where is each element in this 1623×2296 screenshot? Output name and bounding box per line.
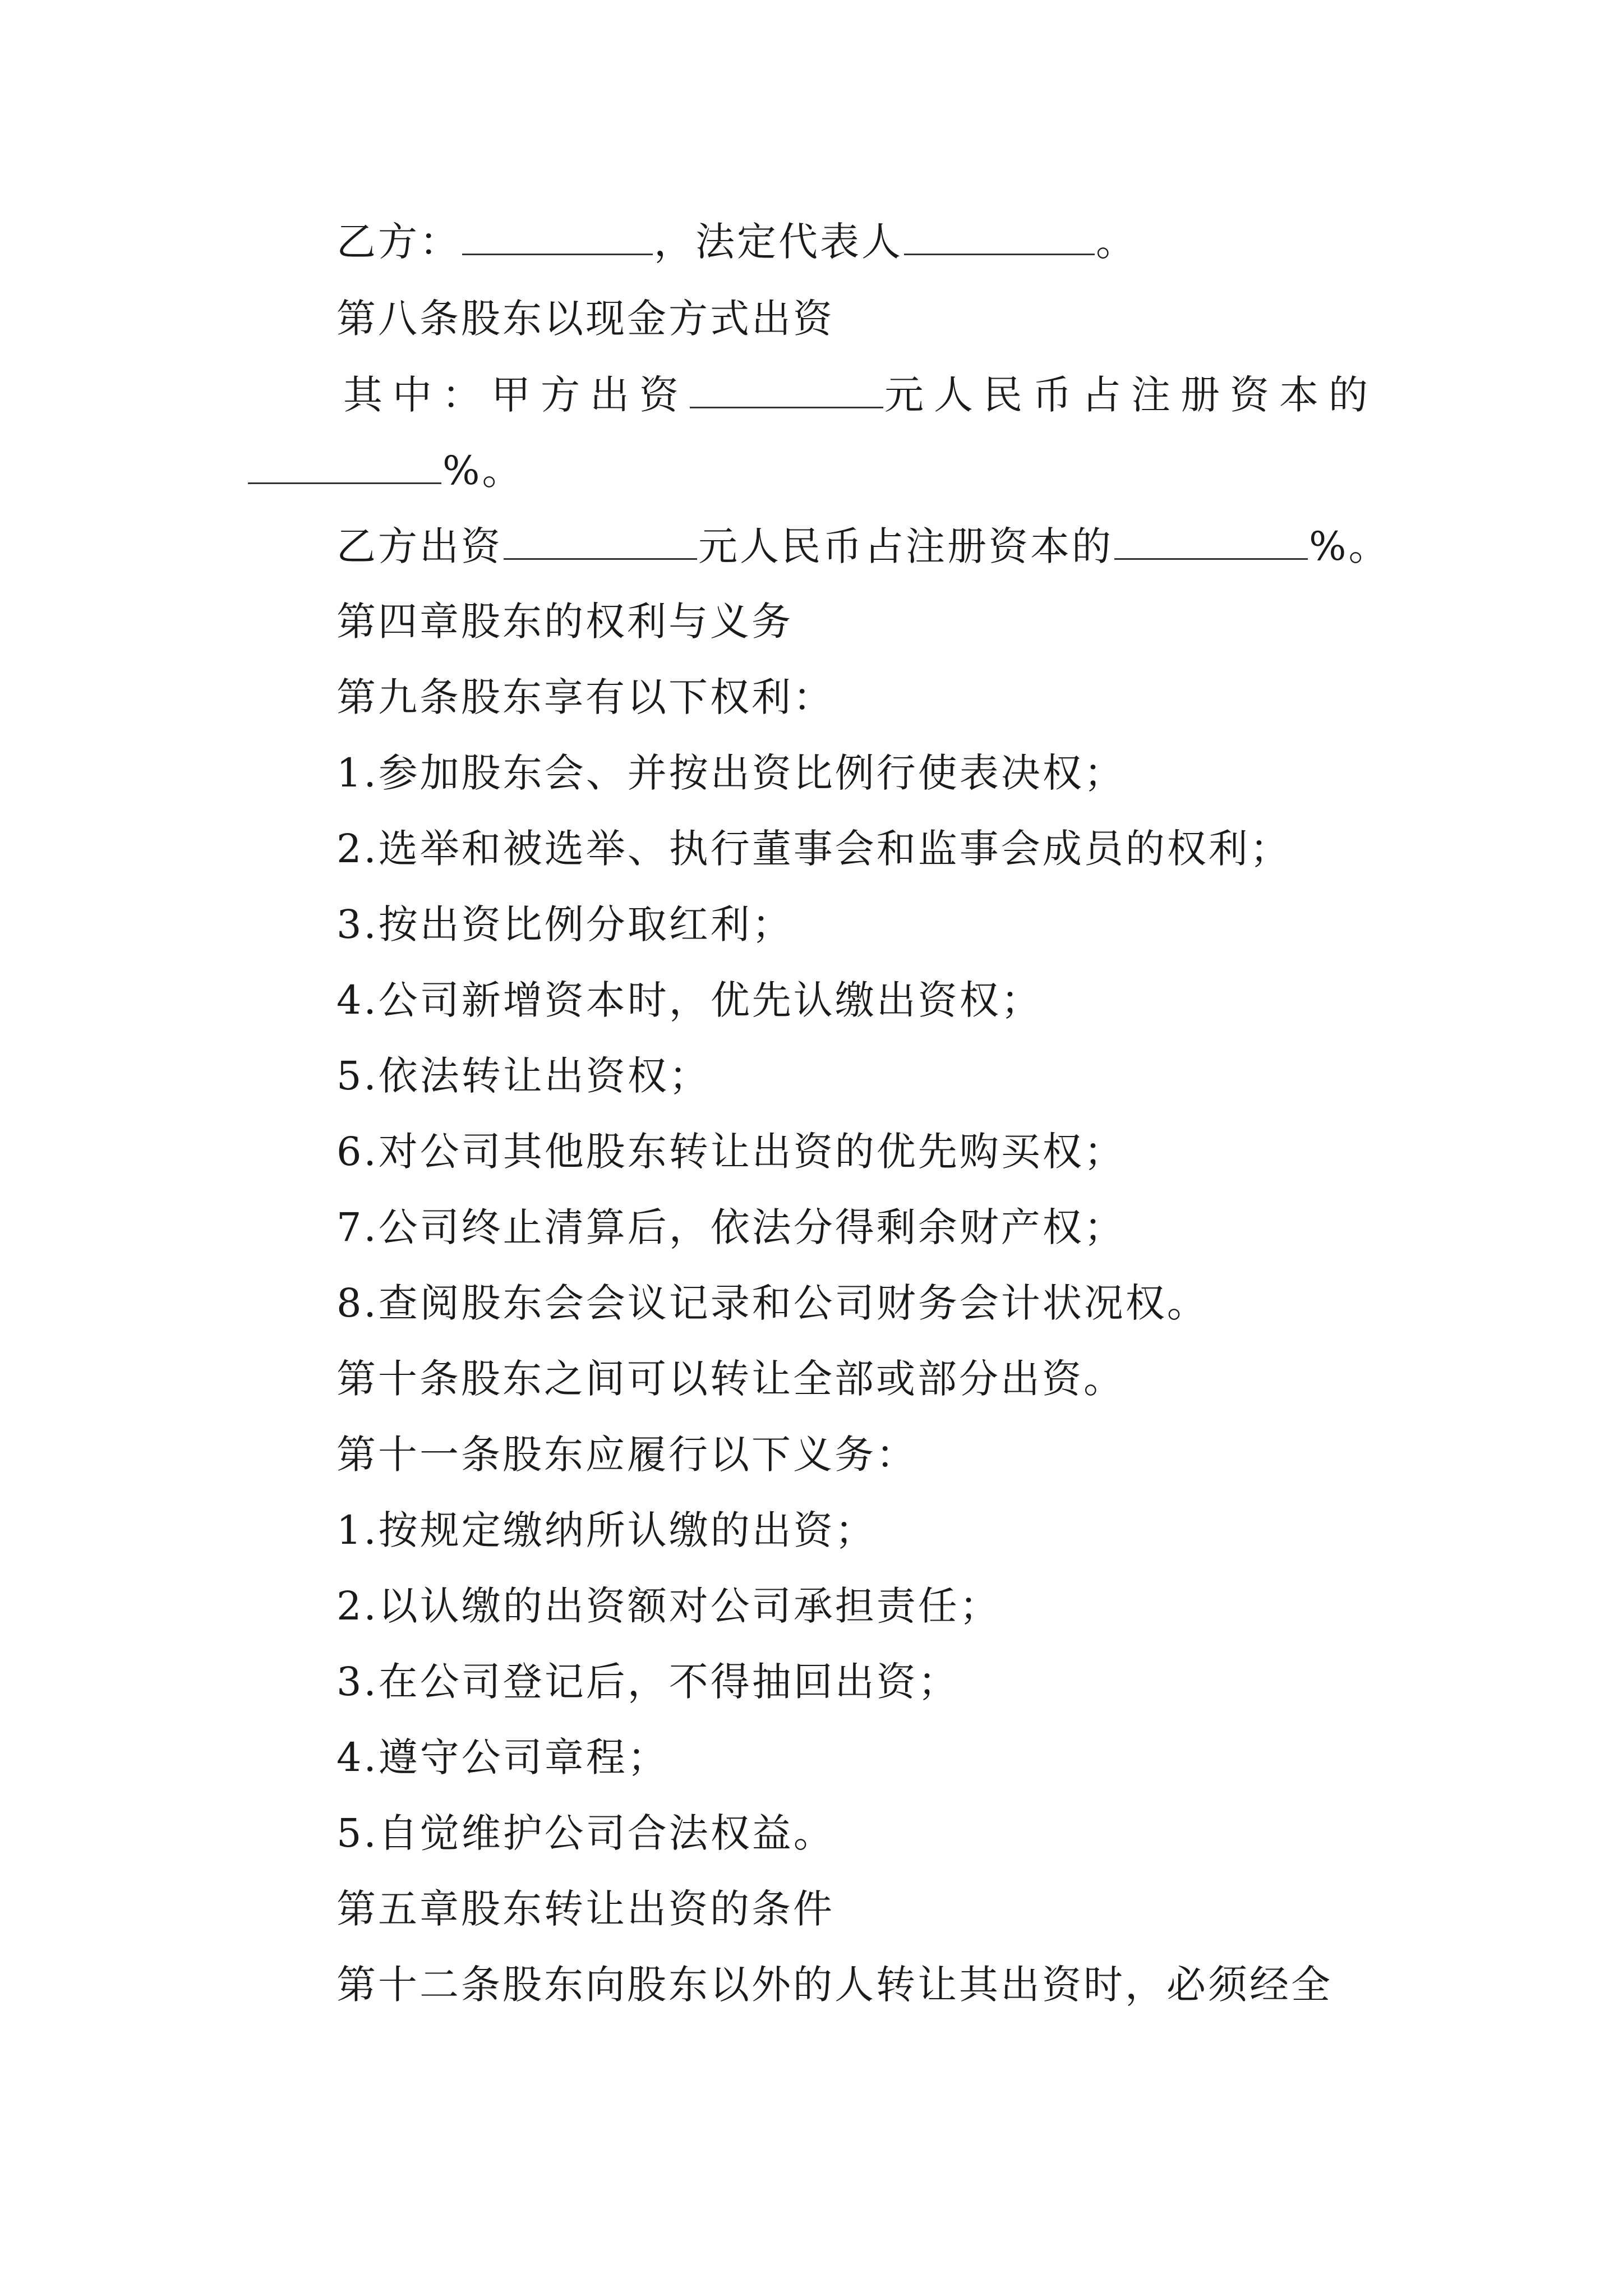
- article-11-heading: 第十一条股东应履行以下义务：: [336, 1432, 917, 1478]
- duties-item-2: 2.以认缴的出资额对公司承担责任；: [336, 1583, 1001, 1629]
- percent-suffix: %。: [1309, 523, 1390, 569]
- rights-item-1: 1.参加股东会、并按出资比例行使表决权；: [336, 750, 1126, 796]
- percent-suffix: %。: [442, 448, 524, 494]
- legal-rep-label: ，法定代表人: [654, 219, 903, 265]
- article-12: 第十二条股东向股东以外的人转让其出资时，必须经全: [336, 1962, 1332, 2008]
- party-b-ratio-label: 元人民币占注册资本的: [698, 523, 1113, 569]
- party-a-contribution-line: [343, 367, 1378, 422]
- line-end-punct: 。: [1096, 219, 1137, 265]
- party-b-percent-blank: [1114, 519, 1308, 560]
- rights-item-2: 2.选举和被选举、执行董事会和监事会成员的权利；: [336, 826, 1292, 872]
- rights-item-4: 4.公司新增资本时，优先认缴出资权；: [336, 977, 1043, 1023]
- rights-item-3: 3.按出资比例分取红利；: [336, 901, 794, 947]
- duties-item-3: 3.在公司登记后，不得抽回出资；: [336, 1659, 960, 1705]
- party-a-percent-line: [247, 443, 524, 498]
- duties-item-4: 4.遵守公司章程；: [336, 1734, 669, 1780]
- party-b-label: 乙方：: [336, 219, 461, 265]
- duties-item-5: 5.自觉维护公司合法权益。: [336, 1810, 835, 1856]
- party-a-contribution-label: 其中：甲方出资: [343, 372, 689, 418]
- article-8-heading: 第八条股东以现金方式出资: [336, 296, 834, 342]
- party-b-contribution-line: [336, 519, 1390, 573]
- article-9-heading: 第九条股东享有以下权利：: [336, 674, 834, 720]
- party-a-percent-blank: [248, 443, 441, 484]
- party-a-ratio-label: 元人民币占注册资本的: [884, 372, 1378, 418]
- party-a-amount-blank: [690, 367, 883, 408]
- rights-item-8: 8.查阅股东会会议记录和公司财务会计状况权。: [336, 1280, 1209, 1326]
- party-b-name-blank: [462, 214, 653, 255]
- party-b-amount-blank: [504, 519, 697, 560]
- article-10: 第十条股东之间可以转让全部或部分出资。: [336, 1356, 1125, 1402]
- rights-item-5: 5.依法转让出资权；: [336, 1053, 711, 1099]
- party-b-contribution-label: 乙方出资: [336, 523, 502, 569]
- chapter-5-heading: 第五章股东转让出资的条件: [336, 1886, 834, 1932]
- duties-item-1: 1.按规定缴纳所认缴的出资；: [336, 1507, 877, 1553]
- rights-item-6: 6.对公司其他股东转让出资的优先购买权；: [336, 1129, 1126, 1175]
- rights-item-7: 7.公司终止清算后，依法分得剩余财产权；: [336, 1204, 1126, 1250]
- party-b-line: [336, 214, 1137, 269]
- legal-rep-blank: [904, 214, 1095, 255]
- chapter-4-heading: 第四章股东的权利与义务: [336, 599, 793, 645]
